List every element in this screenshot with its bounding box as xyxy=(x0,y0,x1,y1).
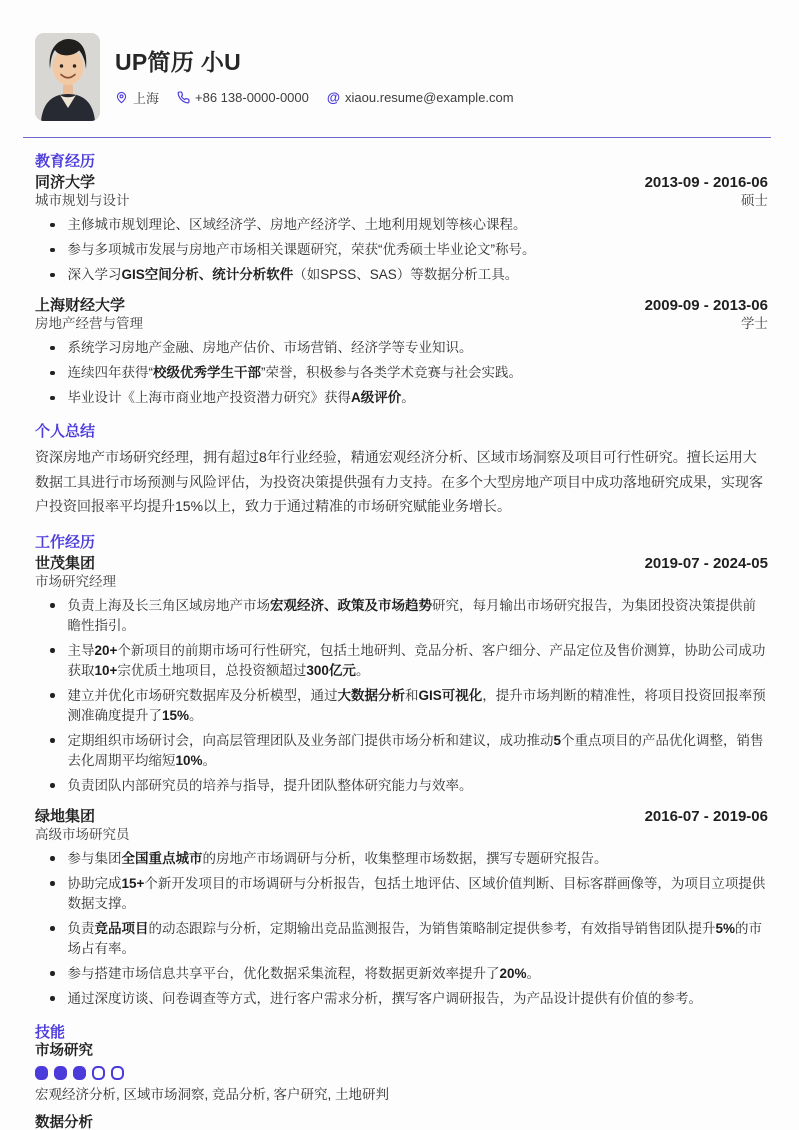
entry-subtitle-row xyxy=(35,193,768,209)
bullet-dot-icon xyxy=(50,603,55,608)
skill-name: 数据分析 xyxy=(35,1114,93,1130)
section-skills xyxy=(35,1024,768,1130)
skill-keywords: 宏观经济分析, 区域市场洞察, 竞品分析, 客户研究, 土地研判 xyxy=(35,1086,390,1102)
degree-label: 硕士 xyxy=(741,193,768,208)
org-name: 绿地集团 xyxy=(35,807,96,825)
summary-text: 资深房地产市场研究经理，拥有超过8年行业经验，精通宏观经济分析、区域市场洞察及项目可行性研究。擅长运用大数据工具进行市场预测与风险评估，为投资决策提供强有力支持。在多个大型房地产项目中成功落地研究成果，实现客户投资回报率平均提升15%以上，致力于通过精准的市场研究赋能业务增长。 xyxy=(35,449,763,514)
contact-row xyxy=(115,88,514,107)
org-name: 世茂集团 xyxy=(35,554,96,572)
entry-date: 2016-07 - 2019-06 xyxy=(644,807,768,825)
bullet-dot-icon xyxy=(50,693,55,698)
bullet-text: 毕业设计《上海市商业地产投资潜力研究》获得A级评价。 xyxy=(67,390,415,405)
section-work xyxy=(35,534,768,1009)
summary-section-title: 个人总结 xyxy=(35,423,96,440)
bullet-text: 系统学习房地产金融、房地产估价、市场营销、经济学等专业知识。 xyxy=(67,340,473,355)
bullet-dot-icon xyxy=(50,223,55,228)
skill-level-dots xyxy=(35,1066,768,1080)
bullet-item xyxy=(35,215,768,235)
bullet-item xyxy=(35,686,768,726)
bullet-text: 参与多项城市发展与房地产市场相关课题研究，荣获“优秀硕士毕业论文”称号。 xyxy=(67,242,536,257)
bullet-item xyxy=(35,641,768,681)
bullet-text: 参与集团全国重点城市的房地产市场调研与分析，收集整理市场数据，撰写专题研究报告。 xyxy=(67,850,608,866)
major-name: 城市规划与设计 xyxy=(35,193,130,208)
section-summary xyxy=(35,423,768,519)
entry-head xyxy=(35,555,768,572)
section-education xyxy=(35,153,768,408)
entry-head xyxy=(35,808,768,825)
entry-head xyxy=(35,174,768,191)
entry-subtitle-row xyxy=(35,574,768,590)
profile-photo-illustration xyxy=(35,33,100,121)
skill-item xyxy=(35,1115,768,1130)
entry-date: 2009-09 - 2013-06 xyxy=(644,297,768,314)
bullet-dot-icon xyxy=(50,346,55,351)
entry-subtitle-row xyxy=(35,316,768,332)
skill-name: 市场研究 xyxy=(35,1042,93,1059)
work-entry xyxy=(35,555,768,796)
contact-text: +86 138-0000-0000 xyxy=(195,90,309,105)
bullet-text: 主修城市规划理论、区域经济学、房地产经济学、土地利用规划等核心课程。 xyxy=(67,217,527,232)
bullet-text: 建立并优化市场研究数据库及分析模型，通过大数据分析和GIS可视化，提升市场判断的精准性，将项目投资回报率预测准确度提升了15%。 xyxy=(67,687,766,723)
bullet-item xyxy=(35,240,768,260)
bullet-dot-icon xyxy=(50,856,55,861)
bullet-item xyxy=(35,388,768,408)
email-icon: @ xyxy=(326,90,341,105)
bullet-item xyxy=(35,776,768,796)
bullet-text: 通过深度访谈、问卷调查等方式，进行客户需求分析，撰写客户调研报告，为产品设计提供有价值的参考。 xyxy=(67,990,702,1006)
bullet-text: 主导20+个新项目的前期市场可行性研究，包括土地研判、竞品分析、客户细分、产品定位及售价测算，协助公司成功获取10+宗优质土地项目，总投资额超过300亿元。 xyxy=(67,642,766,678)
bullet-list xyxy=(35,215,768,285)
org-name: 同济大学 xyxy=(35,174,96,191)
major-name: 房地产经营与管理 xyxy=(35,316,143,331)
skill-dot-empty xyxy=(111,1066,124,1080)
org-name: 上海财经大学 xyxy=(35,297,126,314)
skill-dot-filled xyxy=(35,1066,48,1080)
bullet-item xyxy=(35,964,768,984)
bullet-dot-icon xyxy=(50,738,55,743)
bullet-dot-icon xyxy=(50,926,55,931)
bullet-list xyxy=(35,849,768,1009)
skill-items xyxy=(35,1043,768,1130)
bullet-dot-icon xyxy=(50,371,55,376)
contact-text: xiaou.resume@example.com xyxy=(345,90,514,105)
entry-date: 2013-09 - 2016-06 xyxy=(644,174,768,191)
job-title: 高级市场研究员 xyxy=(35,826,130,842)
skill-item xyxy=(35,1043,768,1103)
header-text xyxy=(115,33,514,107)
bullet-text: 连续四年获得“校级优秀学生干部”荣誉，积极参与各类学术竞赛与社会实践。 xyxy=(67,365,522,380)
entry-subtitle-row xyxy=(35,827,768,843)
bullet-dot-icon xyxy=(50,783,55,788)
job-title: 市场研究经理 xyxy=(35,573,116,589)
bullet-text: 定期组织市场研讨会，向高层管理团队及业务部门提供市场分析和建议，成功推动5个重点项目的产品优化调整，销售去化周期平均缩短10%。 xyxy=(67,732,764,768)
bullet-text: 负责上海及长三角区域房地产市场宏观经济、政策及市场趋势研究，每月输出市场研究报告，为集团投资决策提供前瞻性指引。 xyxy=(67,597,756,633)
bullet-item xyxy=(35,265,768,285)
entry-date: 2019-07 - 2024-05 xyxy=(644,554,768,572)
bullet-list xyxy=(35,596,768,796)
skill-dot-empty xyxy=(92,1066,105,1080)
candidate-name: UP简历 小U xyxy=(115,49,242,75)
degree-label: 学士 xyxy=(741,316,768,331)
bullet-item xyxy=(35,338,768,358)
location-icon xyxy=(115,91,128,104)
education-entry xyxy=(35,174,768,285)
bullet-item xyxy=(35,731,768,771)
header-divider xyxy=(23,137,771,138)
bullet-dot-icon xyxy=(50,396,55,401)
bullet-dot-icon xyxy=(50,248,55,253)
bullet-item xyxy=(35,919,768,959)
skill-dot-filled xyxy=(73,1066,86,1080)
bullet-item xyxy=(35,874,768,914)
bullet-list xyxy=(35,338,768,408)
work-section-title: 工作经历 xyxy=(35,533,96,551)
work-entry xyxy=(35,808,768,1009)
skill-dot-filled xyxy=(54,1066,67,1080)
education-entry xyxy=(35,297,768,408)
phone-icon xyxy=(177,91,190,104)
bullet-item xyxy=(35,363,768,383)
bullet-dot-icon xyxy=(50,648,55,653)
bullet-dot-icon xyxy=(50,971,55,976)
resume-header xyxy=(35,33,768,121)
contact-item xyxy=(115,88,159,107)
skills-section-title: 技能 xyxy=(35,1023,66,1041)
work-entries xyxy=(35,555,768,1009)
bullet-item xyxy=(35,596,768,636)
education-section-title: 教育经历 xyxy=(35,153,96,170)
bullet-item xyxy=(35,989,768,1009)
bullet-dot-icon xyxy=(50,996,55,1001)
entry-head xyxy=(35,297,768,314)
contact-item xyxy=(327,90,514,105)
bullet-text: 协助完成15+个新开发项目的市场调研与分析报告，包括土地评估、区域价值判断、目标客群画像等，为项目立项提供数据支撑。 xyxy=(67,875,766,911)
bullet-dot-icon xyxy=(50,273,55,278)
bullet-text: 深入学习GIS空间分析、统计分析软件（如SPSS、SAS）等数据分析工具。 xyxy=(67,267,519,282)
bullet-text: 负责竞品项目的动态跟踪与分析，定期输出竞品监测报告，为销售策略制定提供参考，有效指导销售团队提升5%的市场占有率。 xyxy=(67,920,763,956)
bullet-text: 负责团队内部研究员的培养与指导，提升团队整体研究能力与效率。 xyxy=(67,777,473,793)
contact-text: 上海 xyxy=(133,91,160,106)
bullet-dot-icon xyxy=(50,881,55,886)
education-entries xyxy=(35,174,768,408)
profile-photo xyxy=(35,33,100,121)
contact-item xyxy=(177,90,309,105)
bullet-item xyxy=(35,849,768,869)
bullet-text: 参与搭建市场信息共享平台，优化数据采集流程，将数据更新效率提升了20%。 xyxy=(67,965,541,981)
